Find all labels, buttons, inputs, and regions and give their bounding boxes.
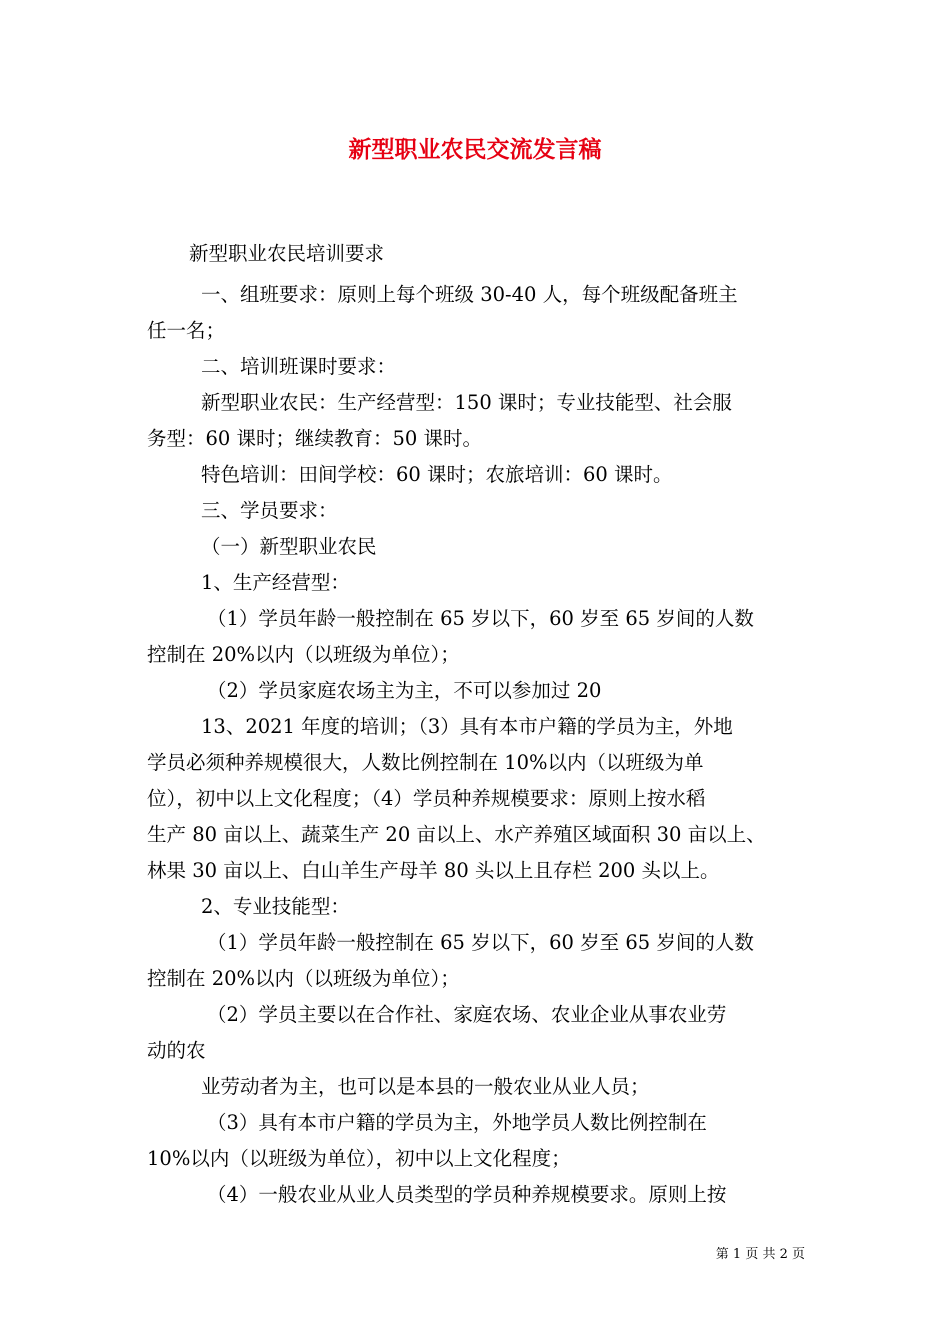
text-line: 新型职业农民：生产经营型：150 课时；专业技能型、社会服 [201,391,732,414]
text-line: 任一名； [147,319,226,342]
text-line: （一）新型职业农民 [201,535,377,558]
text-line: 13、2021 年度的培训；（3）具有本市户籍的学员为主，外地 [201,715,733,738]
text-line: （1）学员年龄一般控制在 65 岁以下，60 岁至 65 岁间的人数 [207,607,754,630]
text-line: 2、专业技能型： [201,895,350,918]
document-title: 新型职业农民交流发言稿 [348,136,602,163]
text-line: 新型职业农民培训要求 [189,242,385,265]
text-line: 特色培训：田间学校：60 课时；农旅培训：60 课时。 [201,463,673,486]
text-line: 一、组班要求：原则上每个班级 30-40 人，每个班级配备班主 [201,283,738,306]
text-line: 业劳动者为主，也可以是本县的一般农业从业人员； [201,1075,650,1098]
text-line: 务型：60 课时；继续教育：50 课时。 [147,427,483,450]
text-line: 生产 80 亩以上、蔬菜生产 20 亩以上、水产养殖区域面积 30 亩以上、 [147,823,766,846]
text-line: （3）具有本市户籍的学员为主，外地学员人数比例控制在 [207,1111,707,1134]
text-line: 学员必须种养规模很大，人数比例控制在 10%以内（以班级为单 [147,751,704,774]
text-line: 三、学员要求： [201,499,338,522]
text-line: 位），初中以上文化程度；（4）学员种养规模要求：原则上按水稻 [147,787,706,810]
text-line: 10%以内（以班级为单位），初中以上文化程度； [147,1147,571,1170]
text-line: （4）一般农业从业人员类型的学员种养规模要求。原则上按 [207,1183,727,1206]
text-line: （1）学员年龄一般控制在 65 岁以下，60 岁至 65 岁间的人数 [207,931,754,954]
text-line: （2）学员家庭农场主为主，不可以参加过 20 [207,679,602,702]
text-line: 二、培训班课时要求： [201,355,397,378]
text-line: （2）学员主要以在合作社、家庭农场、农业企业从事农业劳 [207,1003,727,1026]
text-line: 1、生产经营型： [201,571,350,594]
page-number: 第 1 页 共 2 页 [715,1247,805,1262]
text-line: 动的农 [147,1039,206,1062]
text-line: 林果 30 亩以上、白山羊生产母羊 80 头以上且存栏 200 头以上。 [147,859,720,882]
text-line: 控制在 20%以内（以班级为单位）； [147,643,460,666]
text-line: 控制在 20%以内（以班级为单位）； [147,967,460,990]
